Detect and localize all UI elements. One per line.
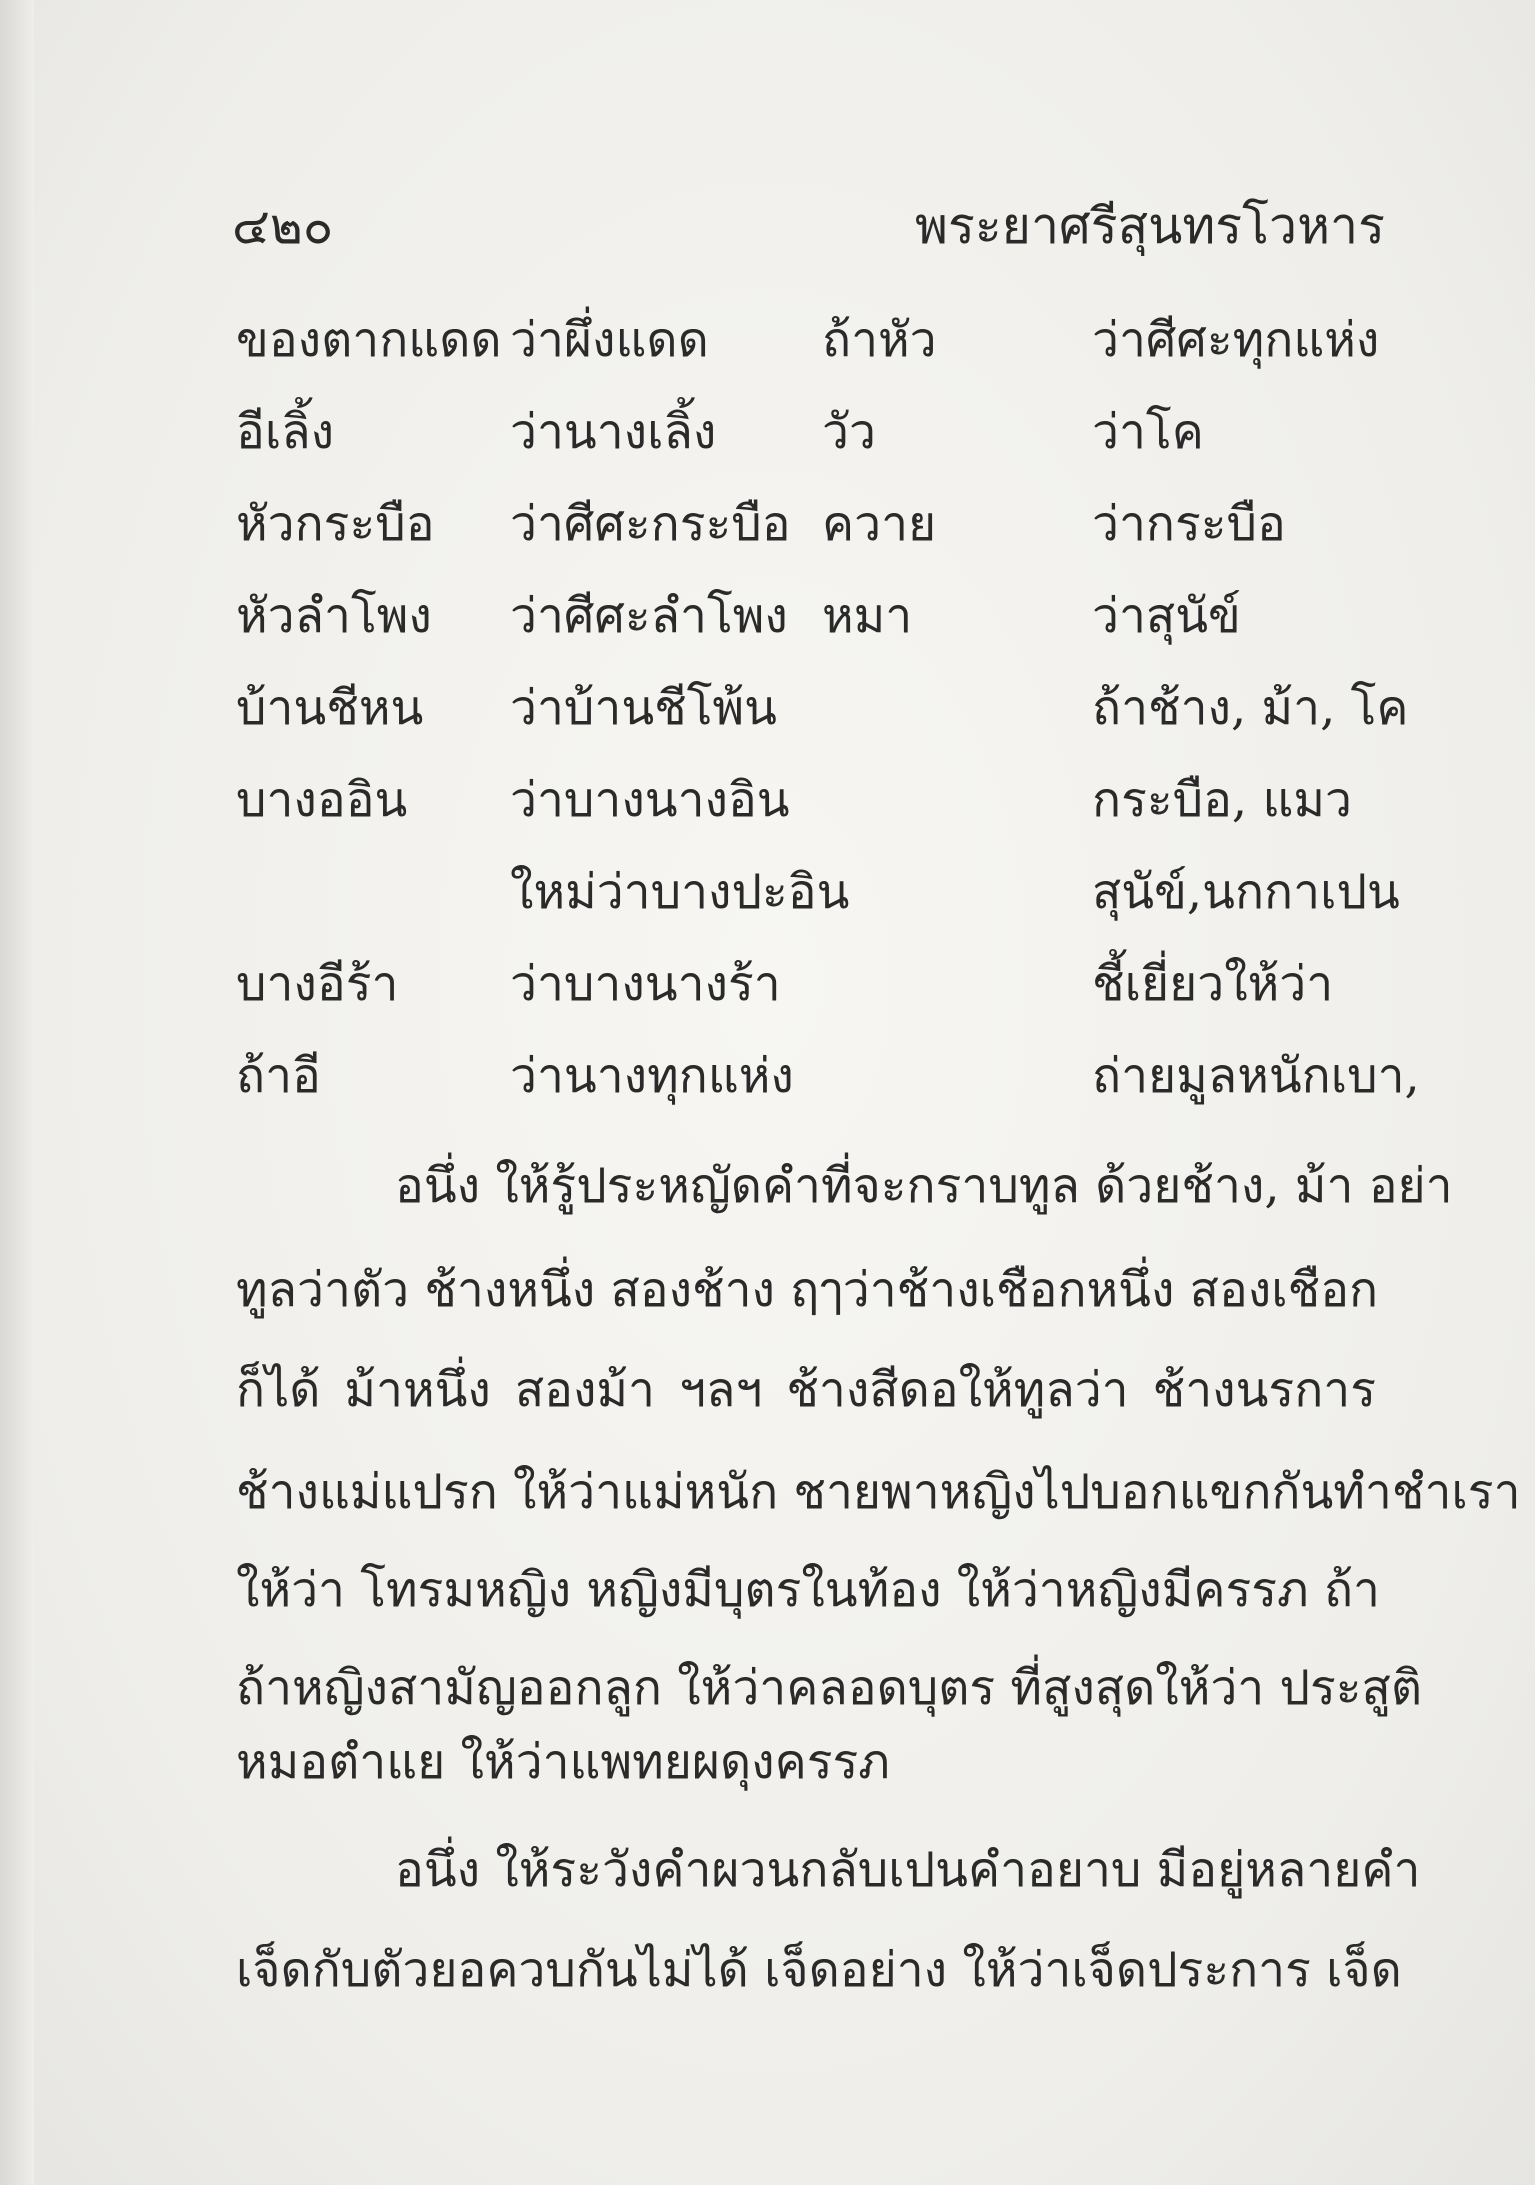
vocab-cell: กระบือ, แมว [1092,772,1352,828]
running-title: พระยาศรีสุนทรโวหาร [915,197,1385,255]
vocab-cell: ว่านางทุกแห่ง [510,1048,794,1104]
vocab-cell: ว่าบ้านชีโพ้น [510,680,777,736]
page-number: ๔๒๐ [232,197,334,255]
vocab-cell: ถ้าอี [236,1048,321,1104]
vocab-cell: ว่าบางนางอิน [510,772,790,828]
vocab-cell: ของตากแดด [236,312,502,368]
vocab-cell: ว่าศีศะลำโพง [510,588,788,644]
vocab-cell: หัวกระบือ [236,496,435,552]
page-edge [0,0,34,2185]
paragraph-line: เจ็ดกับตัวยอควบกันไม่ได้ เจ็ดอย่าง ให้ว่าเจ็ดประการ เจ็ด [236,1942,1402,1998]
paragraph-line: ให้ว่า โทรมหญิง หญิงมีบุตรในท้อง ให้ว่าหญิงมีครรภ ถ้า [236,1562,1380,1618]
vocab-cell: หมา [822,588,913,644]
vocab-cell: ว่าบางนางร้า [510,956,781,1012]
vocab-cell: อีเลิ้ง [236,404,335,460]
vocab-cell: ว่ากระบือ [1092,496,1286,552]
vocab-cell: วัว [822,404,876,460]
vocab-cell: บางอีร้า [236,956,399,1012]
vocab-cell: ว่าศีศะทุกแห่ง [1092,312,1380,368]
vocab-cell: ถ้าช้าง, ม้า, โค [1092,680,1409,736]
vocab-cell: ว่าสุนัข์ [1092,588,1241,644]
vocab-cell: ควาย [822,496,937,552]
vocab-cell: ว่านางเลิ้ง [510,404,717,460]
paragraph-line: ช้างแม่แปรก ให้ว่าแม่หนัก ชายพาหญิงไปบอกแขกกันทำชำเรา [236,1464,1521,1520]
paragraph-line: ทูลว่าตัว ช้างหนึ่ง สองช้าง ฤๅว่าช้างเชือกหนึ่ง สองเชือก [236,1262,1379,1318]
paragraph-line: ถ้าหญิงสามัญออกลูก ให้ว่าคลอดบุตร ที่สูงสุดให้ว่า ประสูติ [236,1660,1423,1716]
vocab-cell: ถ่ายมูลหนักเบา, [1092,1048,1420,1104]
vocab-cell: ชี้เยี่ยวให้ว่า [1092,956,1334,1012]
vocab-cell: ใหม่ว่าบางปะอิน [510,864,850,920]
vocab-cell: หัวลำโพง [236,588,432,644]
paragraph-line: ก็ได้ ม้าหนึ่ง สองม้า ฯลฯ ช้างสีดอให้ทูลว่า ช้างนรการ [236,1362,1376,1418]
vocab-cell: บางออิน [236,772,408,828]
vocab-cell: ว่าผึ่งแดด [510,312,709,368]
paragraph-line: อนึ่ง ให้รู้ประหญัดคำที่จะกราบทูล ด้วยช้าง, ม้า อย่า [395,1158,1453,1214]
vocab-cell: ถ้าหัว [822,312,937,368]
vocab-cell: ว่าศีศะกระบือ [510,496,791,552]
vocab-cell: บ้านชีหน [236,680,424,736]
paragraph-line: อนึ่ง ให้ระวังคำผวนกลับเปนคำอยาบ มีอยู่หลายคำ [395,1842,1421,1898]
paragraph-line: หมอตำแย ให้ว่าแพทยผดุงครรภ [236,1734,890,1790]
vocab-cell: สุนัข์,นกกาเปน [1092,864,1400,920]
vocab-cell: ว่าโค [1092,404,1204,460]
